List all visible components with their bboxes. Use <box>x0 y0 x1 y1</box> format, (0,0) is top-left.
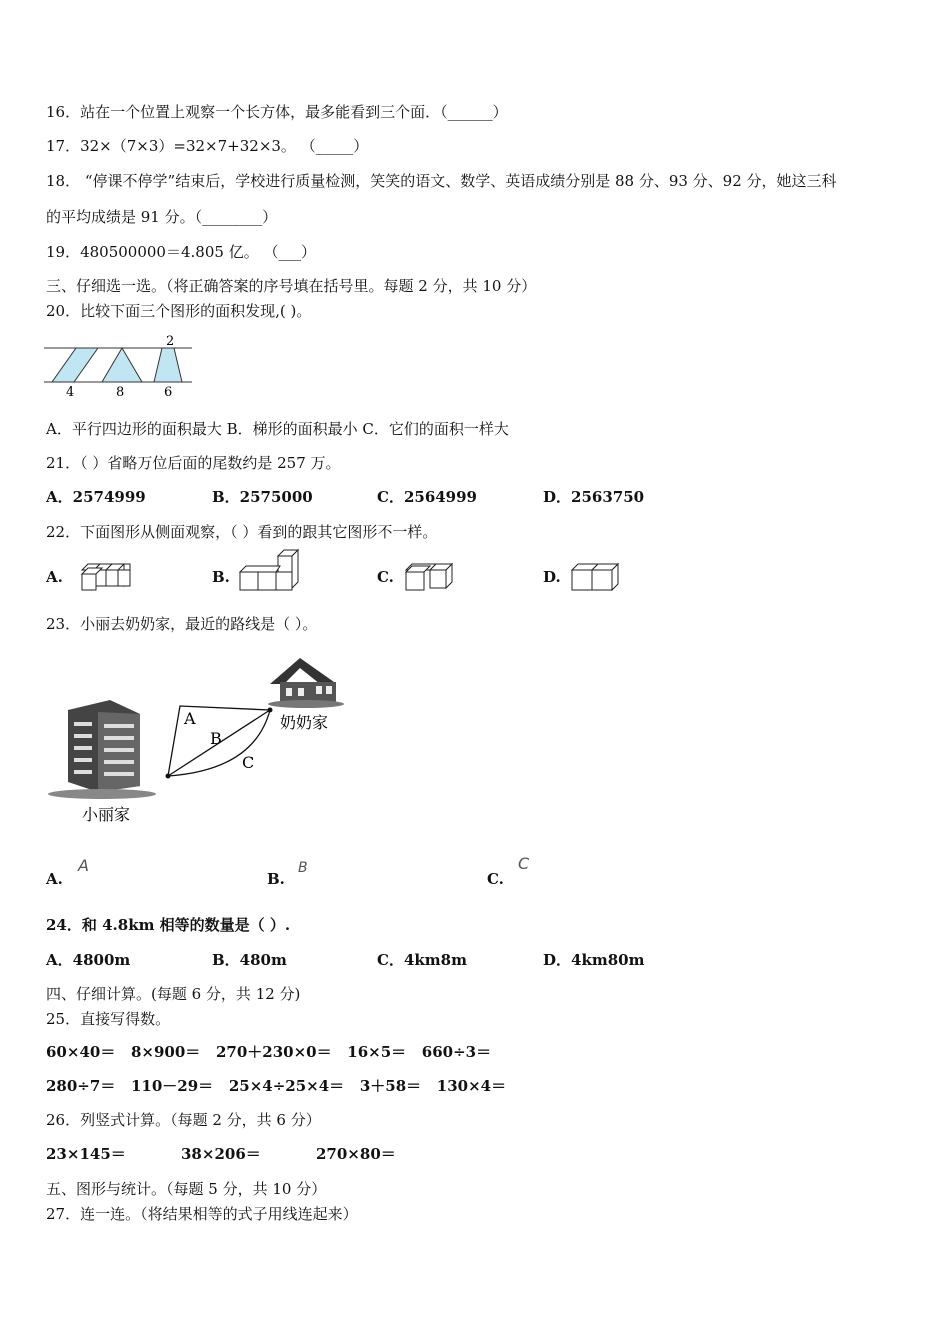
top-length-label: 2 <box>166 334 175 349</box>
question-23: 23．小丽去奶奶家，最近的路线是（ ）。 <box>46 615 318 633</box>
q26-item-1: 23×145＝ <box>46 1145 126 1163</box>
section-3-heading: 三、仔细选一选。（将正确答案的序号填在括号里。每题 2 分，共 10 分） <box>46 277 537 295</box>
trapezoid-shape <box>154 348 182 382</box>
question-24: 24．和 4.8km 相等的数量是（ ）. <box>46 916 291 934</box>
q21-option-d: D．2563750 <box>543 488 645 506</box>
question-17: 17．32×（7×3）=32×7+32×3。 （_____） <box>46 137 369 155</box>
q22-option-c-cubes <box>402 558 458 594</box>
route-c-label: C <box>242 753 255 772</box>
q24-option-a: A．4800m <box>46 951 131 969</box>
route-map-figure <box>44 650 364 840</box>
question-26: 26．列竖式计算。（每题 2 分，共 6 分） <box>46 1111 321 1129</box>
q23-option-c-label: C. <box>487 870 504 888</box>
section-5-heading: 五、图形与统计。（每题 5 分，共 10 分） <box>46 1180 327 1198</box>
question-20: 20．比较下面三个图形的面积发现,( )。 <box>46 302 312 320</box>
q23-option-a-mark: A <box>78 856 89 875</box>
route-a-label: A <box>184 709 196 728</box>
q22-option-b-cubes <box>236 548 302 594</box>
route-b-label: B <box>210 729 222 748</box>
q24-option-c: C．4km8m <box>377 951 467 969</box>
q22-option-a-label: A. <box>46 568 63 586</box>
triangle-base-label: 8 <box>116 385 125 398</box>
q23-option-b-label: B. <box>267 870 285 888</box>
parallelogram-shape <box>52 348 98 382</box>
q23-option-b-mark: B <box>298 860 308 876</box>
q24-option-d: D．4km80m <box>543 951 645 969</box>
section-4-heading: 四、仔细计算。(每题 6 分，共 12 分) <box>46 985 301 1003</box>
q22-option-a-cubes <box>74 558 136 594</box>
trapezoid-base-label: 6 <box>164 385 173 398</box>
q22-option-b-label: B. <box>212 568 230 586</box>
question-25-row1: 60×40＝ 8×900＝ 270＋230×0＝ 16×5＝ 660÷3＝ <box>46 1043 492 1061</box>
question-25-row2: 280÷7＝ 110－29＝ 25×4÷25×4＝ 3＋58＝ 130×4＝ <box>46 1077 507 1095</box>
triangle-shape <box>102 348 142 382</box>
q22-option-c-label: C. <box>377 568 394 586</box>
q26-item-2: 38×206＝ <box>181 1145 261 1163</box>
question-18-line2: 的平均成绩是 91 分。（________） <box>46 208 278 226</box>
parallelogram-base-label: 4 <box>66 385 75 398</box>
grandma-home-label: 奶奶家 <box>280 713 329 732</box>
q21-option-c: C．2564999 <box>377 488 477 506</box>
question-27: 27．连一连。（将结果相等的式子用线连起来） <box>46 1205 358 1223</box>
xiaoli-home-label: 小丽家 <box>82 805 131 824</box>
q21-option-b: B．2575000 <box>212 488 313 506</box>
question-19: 19．480500000＝4.805 亿。 （___） <box>46 243 316 261</box>
question-16: 16．站在一个位置上观察一个长方体，最多能看到三个面．（______） <box>46 103 508 121</box>
question-25: 25．直接写得数。 <box>46 1010 171 1028</box>
question-22: 22．下面图形从侧面观察，（ ）看到的跟其它图形不一样。 <box>46 523 438 541</box>
xiaoli-building-icon <box>48 700 156 799</box>
question-18-line1: 18． “停课不停学”结束后，学校进行质量检测，笑笑的语文、数学、英语成绩分别是 88 分、93 分、92 分，她这三科 <box>46 172 837 190</box>
area-shapes-figure <box>44 332 194 398</box>
q22-option-d-cubes <box>568 558 624 594</box>
q24-option-b: B．480m <box>212 951 287 969</box>
question-20-options: A．平行四边形的面积最大 B．梯形的面积最小 C．它们的面积一样大 <box>46 420 509 438</box>
question-21: 21．（ ）省略万位后面的尾数约是 257 万。 <box>46 454 341 472</box>
q22-option-d-label: D. <box>543 568 561 586</box>
q23-option-c-mark: C <box>518 854 530 873</box>
grandma-house-icon <box>268 658 344 708</box>
q26-item-3: 270×80＝ <box>316 1145 396 1163</box>
q23-option-a-label: A. <box>46 870 63 888</box>
q21-option-a: A．2574999 <box>46 488 146 506</box>
